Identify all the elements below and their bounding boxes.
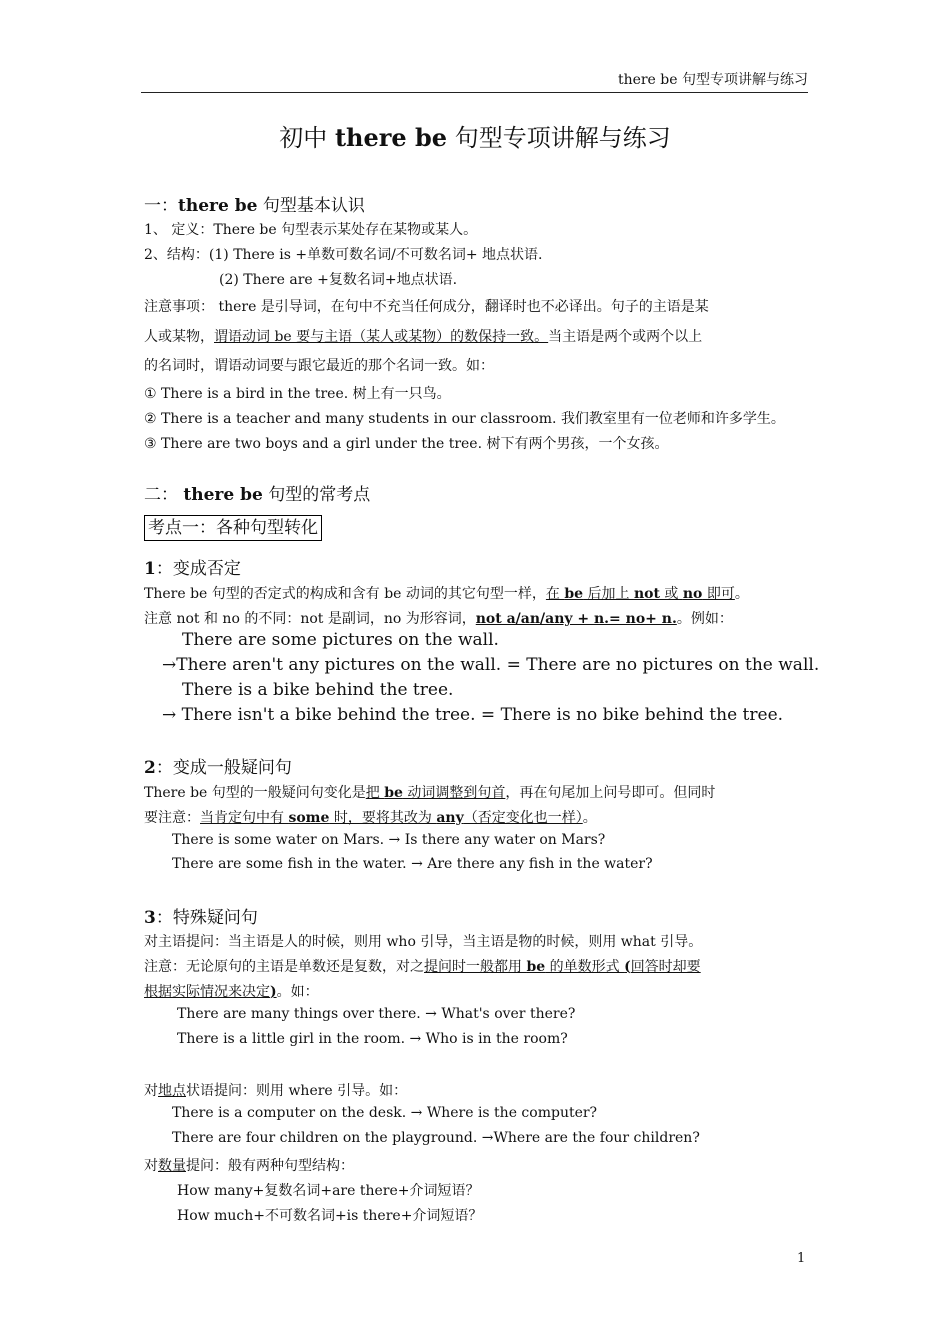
rule-text: There be 句型的一般疑问句变化是 xyxy=(144,785,366,801)
title-bold: there be xyxy=(334,123,448,152)
rule-underlined xyxy=(546,586,735,602)
heading-text: ：特殊疑问句 xyxy=(155,908,258,928)
question-example-2: There are some fish in the water. → Are there any fish in the water? xyxy=(172,856,653,872)
rule-text: 对 xyxy=(144,1158,158,1174)
note-line-1: 注意事项： there 是引导词，在句中不充当任何成分，翻译时也不必译出。句子的主语是某 xyxy=(144,299,709,315)
rule-bold: no xyxy=(682,586,703,602)
section-2-heading-prefix: 二： xyxy=(144,485,184,505)
note-bold: some xyxy=(288,810,330,826)
negation-example-4: → There isn't a bike behind the tree. = There is no bike behind the tree. xyxy=(162,705,784,725)
note-formula: not a/an/any + n.= no+ n. xyxy=(475,611,677,627)
structure-2: (2) There are +复数名词+地点状语. xyxy=(219,272,458,288)
rule-text: 状语提问：则用 where 引导。如： xyxy=(186,1083,408,1099)
rule-underlined: 数量 xyxy=(158,1158,186,1174)
special-example-1: There are many things over there. → What's over there? xyxy=(177,1006,576,1022)
heading-number: 2 xyxy=(144,758,156,778)
rule-text: ，再在句尾加上问号即可。但同时 xyxy=(505,785,716,801)
section-1-heading-suffix: 句型基本认识 xyxy=(257,196,365,216)
page-number: 1 xyxy=(797,1251,806,1266)
note-bold: ( xyxy=(624,959,631,975)
note-text: （否定变化也一样） xyxy=(463,810,583,826)
note-text: 。 xyxy=(582,810,597,826)
section-1-heading-prefix: 一： xyxy=(144,196,178,216)
title-suffix: 句型专项讲解与练习 xyxy=(447,124,671,152)
rule-text: 。 xyxy=(734,586,749,602)
section-2-heading-suffix: 句型的常考点 xyxy=(262,485,371,505)
note-bold: be xyxy=(526,959,546,975)
note-text: 回答时却要 xyxy=(630,959,701,975)
special-example-2: There is a little girl in the room. → Who is in the room? xyxy=(177,1031,568,1047)
example-3: ③ There are two boys and a girl under the tree. 树下有两个男孩，一个女孩。 xyxy=(144,436,669,452)
note-text: 。例如： xyxy=(676,611,733,627)
page-title xyxy=(0,118,950,153)
note-text: 的单数形式 xyxy=(545,959,625,975)
note-line-3: 的名词时，谓语动词要与跟它最近的那个名词一致。如： xyxy=(144,358,494,374)
definition: 1、 定义：There be 句型表示某处存在某物或某人。 xyxy=(144,222,478,238)
subject-question-rule: 对主语提问：当主语是人的时候，则用 who 引导，当主语是物的时候，则用 what 引导。 xyxy=(144,934,703,950)
note-bold: ) xyxy=(270,984,277,1000)
note-bold: any xyxy=(436,810,464,826)
quantity-pattern-2: How much+不可数名词+is there+介词短语？ xyxy=(177,1208,483,1224)
question-note xyxy=(144,807,597,827)
running-header: there be 句型专项讲解与练习 xyxy=(617,72,808,88)
rule-text: 即可 xyxy=(702,586,735,602)
note-text: 当肯定句中有 xyxy=(200,810,289,826)
rule-text: 对 xyxy=(144,1083,158,1099)
rule-text: 把 xyxy=(365,785,385,801)
rule-bold: not xyxy=(633,586,660,602)
note-text: 时，要将其改为 xyxy=(329,810,437,826)
note-line-2 xyxy=(144,326,702,346)
rule-text: 提问：般有两种句型结构： xyxy=(186,1158,354,1174)
note-text: 提问时一般都用 xyxy=(424,959,527,975)
note-text: 要注意： xyxy=(144,810,200,826)
place-example-1: There is a computer on the desk. → Where is the computer? xyxy=(172,1105,598,1121)
example-2: ② There is a teacher and many students in our classroom. 我们教室里有一位老师和许多学生。 xyxy=(144,411,785,427)
section-2-heading-bold: there be xyxy=(183,485,263,505)
section-1-heading-bold: there be xyxy=(178,196,258,216)
note-text: 根据实际情况来决定 xyxy=(144,984,270,1000)
structure-1: 2、结构：(1) There is +单数可数名词/不可数名词+ 地点状语. xyxy=(144,247,543,263)
place-example-2: There are four children on the playground. →Where are the four children? xyxy=(172,1130,700,1146)
negation-example-3: There is a bike behind the tree. xyxy=(182,680,454,700)
rule-underlined xyxy=(366,785,506,801)
negation-rule xyxy=(144,583,749,603)
special-note-line-2 xyxy=(144,981,319,1001)
quantity-pattern-1: How many+复数名词+are there+介词短语？ xyxy=(177,1183,480,1199)
note-text: 注意 not 和 no 的不同：not 是副词，no 为形容词， xyxy=(144,611,476,627)
note-underlined xyxy=(424,959,701,975)
negation-example-2: →There aren't any pictures on the wall. = There are no pictures on the wall. xyxy=(162,655,820,675)
negation-note xyxy=(144,608,733,628)
note-underlined xyxy=(144,984,277,1000)
note-text: 注意：无论原句的主语是单数还是复数，对之 xyxy=(144,959,424,975)
special-note-line-1 xyxy=(144,956,701,976)
note-underlined: 谓语动词 be 要与主语（某人或某物）的数保持一致。 xyxy=(214,329,549,345)
section-1-heading xyxy=(144,191,365,216)
topic-box: 考点一：各种句型转化 xyxy=(144,515,322,541)
negation-example-1: There are some pictures on the wall. xyxy=(182,630,499,650)
rule-text: 或 xyxy=(659,586,683,602)
note-underlined xyxy=(200,810,583,826)
title-prefix: 初中 xyxy=(279,124,335,152)
heading-number: 1 xyxy=(144,559,156,579)
heading-number: 3 xyxy=(144,908,156,928)
section-2-heading xyxy=(144,480,370,505)
question-rule xyxy=(144,782,715,802)
rule-bold: be xyxy=(564,586,584,602)
question-example-1: There is some water on Mars. → Is there any water on Mars? xyxy=(172,832,606,848)
note-text: 。如： xyxy=(276,984,319,1000)
place-adverbial-rule xyxy=(144,1080,407,1100)
heading-text: ：变成一般疑问句 xyxy=(155,758,292,778)
rule-underlined: 地点 xyxy=(158,1083,186,1099)
rule-text: There be 句型的否定式的构成和含有 be 动词的其它句型一样， xyxy=(144,586,546,602)
special-question-heading xyxy=(144,903,258,928)
question-heading xyxy=(144,753,292,778)
header-rule xyxy=(141,92,808,93)
heading-text: ：变成否定 xyxy=(155,559,241,579)
rule-text: 在 xyxy=(545,586,565,602)
rule-bold: be xyxy=(384,785,403,801)
rule-text: 动词调整到句首 xyxy=(402,785,506,801)
negation-heading xyxy=(144,554,241,579)
note-text: 人或某物， xyxy=(144,329,214,345)
rule-text: 后加上 xyxy=(583,586,634,602)
example-1: ① There is a bird in the tree. 树上有一只鸟。 xyxy=(144,386,451,402)
note-text: 当主语是两个或两个以上 xyxy=(548,329,703,345)
quantity-rule xyxy=(144,1155,354,1175)
